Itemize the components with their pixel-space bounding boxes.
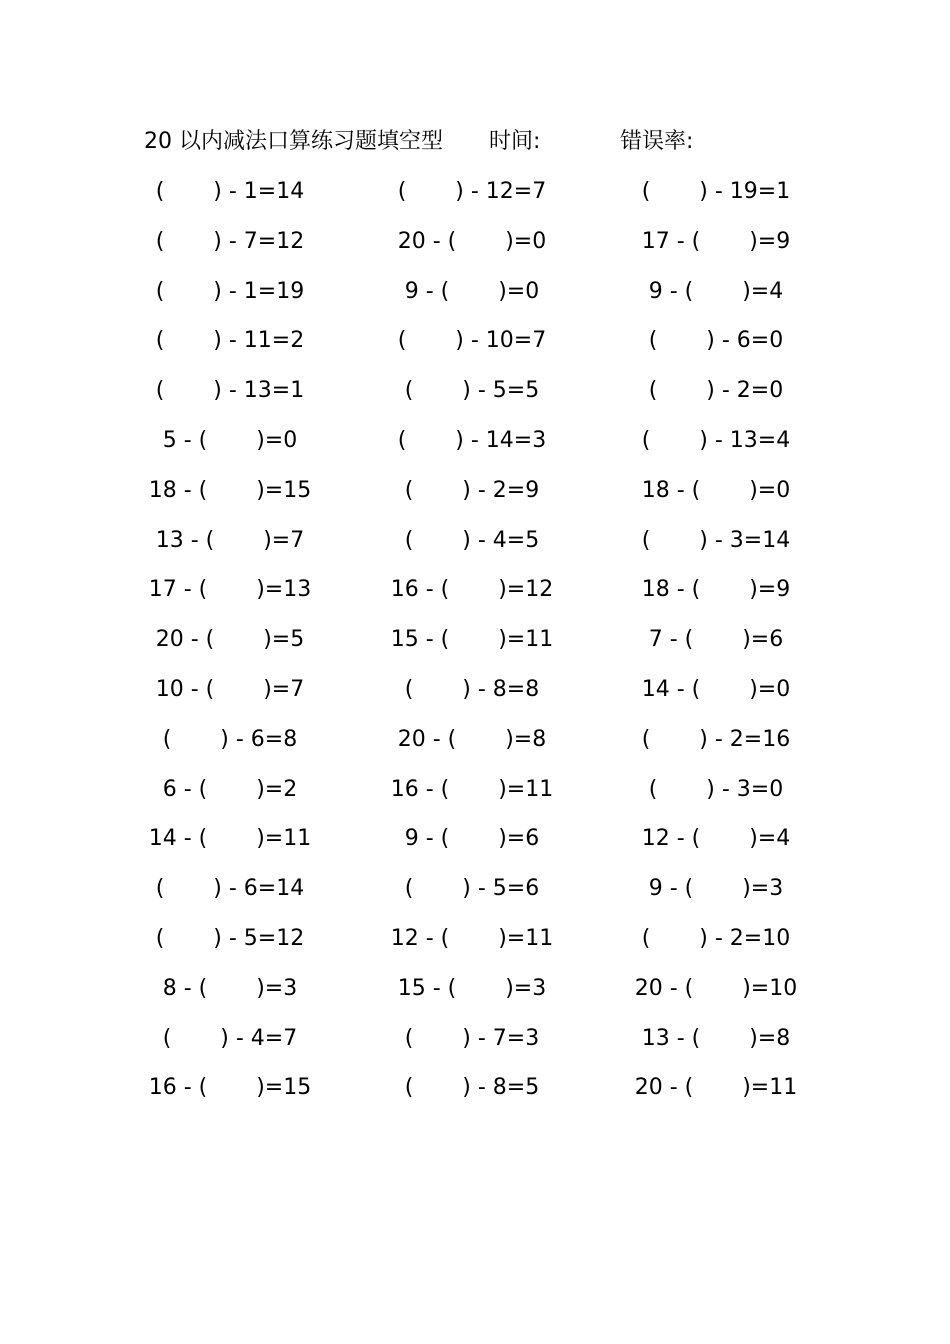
problem-item: ( ) - 7=12 — [155, 228, 305, 254]
worksheet-header — [144, 124, 844, 160]
problem-item: ( ) - 2=16 — [641, 726, 791, 752]
problem-item: 18 - ( )=9 — [641, 577, 791, 603]
problem-row — [0, 670, 950, 720]
problem-item: 16 - ( )=11 — [390, 776, 554, 802]
problem-row — [0, 471, 950, 521]
problem-item: 6 - ( )=2 — [162, 776, 298, 802]
problem-item: ( ) - 13=4 — [641, 427, 791, 453]
problem-item: ( ) - 10=7 — [397, 328, 547, 354]
problem-item: ( ) - 1=19 — [155, 278, 305, 304]
problem-item: ( ) - 3=14 — [641, 527, 791, 553]
problem-item: 9 - ( )=0 — [404, 278, 540, 304]
problem-item: 7 - ( )=6 — [648, 627, 784, 653]
problem-item: 13 - ( )=8 — [641, 1025, 791, 1051]
problem-item: 18 - ( )=15 — [148, 477, 312, 503]
problem-item: ( ) - 12=7 — [397, 179, 547, 204]
problem-item: 12 - ( )=4 — [641, 826, 791, 852]
problem-item: 12 - ( )=11 — [390, 925, 554, 951]
problem-item: ( ) - 4=5 — [404, 527, 540, 553]
problem-item: 8 - ( )=3 — [162, 975, 298, 1001]
problem-item: 14 - ( )=0 — [641, 676, 791, 702]
problem-item: 17 - ( )=13 — [148, 577, 312, 603]
problem-row — [0, 570, 950, 620]
error-rate-label: 错误率: — [620, 129, 694, 154]
problem-item: 20 - ( )=11 — [634, 1075, 798, 1101]
problem-item: 5 - ( )=0 — [162, 427, 298, 453]
problem-item: ( ) - 6=0 — [648, 328, 784, 354]
problem-item: ( ) - 5=6 — [404, 876, 540, 902]
problem-item: ( ) - 7=3 — [404, 1025, 540, 1051]
problem-item: ( ) - 6=14 — [155, 876, 305, 902]
time-label: 时间: — [489, 129, 541, 154]
problem-row — [0, 1068, 950, 1118]
problem-row — [0, 321, 950, 371]
problem-item: 17 - ( )=9 — [641, 228, 791, 254]
problem-row — [0, 620, 950, 670]
problem-row — [0, 371, 950, 421]
problem-row — [0, 172, 950, 222]
problem-row — [0, 720, 950, 770]
problem-row — [0, 521, 950, 571]
problem-item: ( ) - 19=1 — [641, 179, 791, 204]
problem-item: ( ) - 8=8 — [404, 676, 540, 702]
problem-item: ( ) - 11=2 — [155, 328, 305, 354]
problem-grid — [0, 172, 950, 1118]
problem-item: ( ) - 8=5 — [404, 1075, 540, 1101]
problem-row — [0, 272, 950, 322]
problem-item: ( ) - 3=0 — [648, 776, 784, 802]
problem-item: ( ) - 6=8 — [162, 726, 298, 752]
problem-row — [0, 222, 950, 272]
problem-item: 15 - ( )=3 — [397, 975, 547, 1001]
problem-item: 16 - ( )=15 — [148, 1075, 312, 1101]
problem-item: 20 - ( )=8 — [397, 726, 547, 752]
problem-row — [0, 421, 950, 471]
problem-item: ( ) - 2=9 — [404, 477, 540, 503]
problem-item: 20 - ( )=0 — [397, 228, 547, 254]
worksheet-title: 20 以内减法口算练习题填空型 — [144, 129, 443, 154]
problem-item: 16 - ( )=12 — [390, 577, 554, 603]
problem-item: 20 - ( )=10 — [634, 975, 798, 1001]
problem-row — [0, 1019, 950, 1069]
problem-row — [0, 919, 950, 969]
problem-item: 15 - ( )=11 — [390, 627, 554, 653]
problem-item: ( ) - 2=10 — [641, 925, 791, 951]
problem-item: 9 - ( )=3 — [648, 876, 784, 902]
problem-item: ( ) - 13=1 — [155, 378, 305, 404]
problem-item: ( ) - 5=12 — [155, 925, 305, 951]
problem-item: ( ) - 2=0 — [648, 378, 784, 404]
problem-item: ( ) - 1=14 — [155, 179, 305, 204]
problem-item: ( ) - 4=7 — [162, 1025, 298, 1051]
problem-item: 14 - ( )=11 — [148, 826, 312, 852]
problem-item: 18 - ( )=0 — [641, 477, 791, 503]
problem-item: 20 - ( )=5 — [155, 627, 305, 653]
problem-item: ( ) - 14=3 — [397, 427, 547, 453]
problem-row — [0, 819, 950, 869]
problem-item: 9 - ( )=6 — [404, 826, 540, 852]
problem-row — [0, 869, 950, 919]
problem-item: 13 - ( )=7 — [155, 527, 305, 553]
problem-item: 10 - ( )=7 — [155, 676, 305, 702]
problem-row — [0, 969, 950, 1019]
problem-row — [0, 770, 950, 820]
problem-item: 9 - ( )=4 — [648, 278, 784, 304]
problem-item: ( ) - 5=5 — [404, 378, 540, 404]
